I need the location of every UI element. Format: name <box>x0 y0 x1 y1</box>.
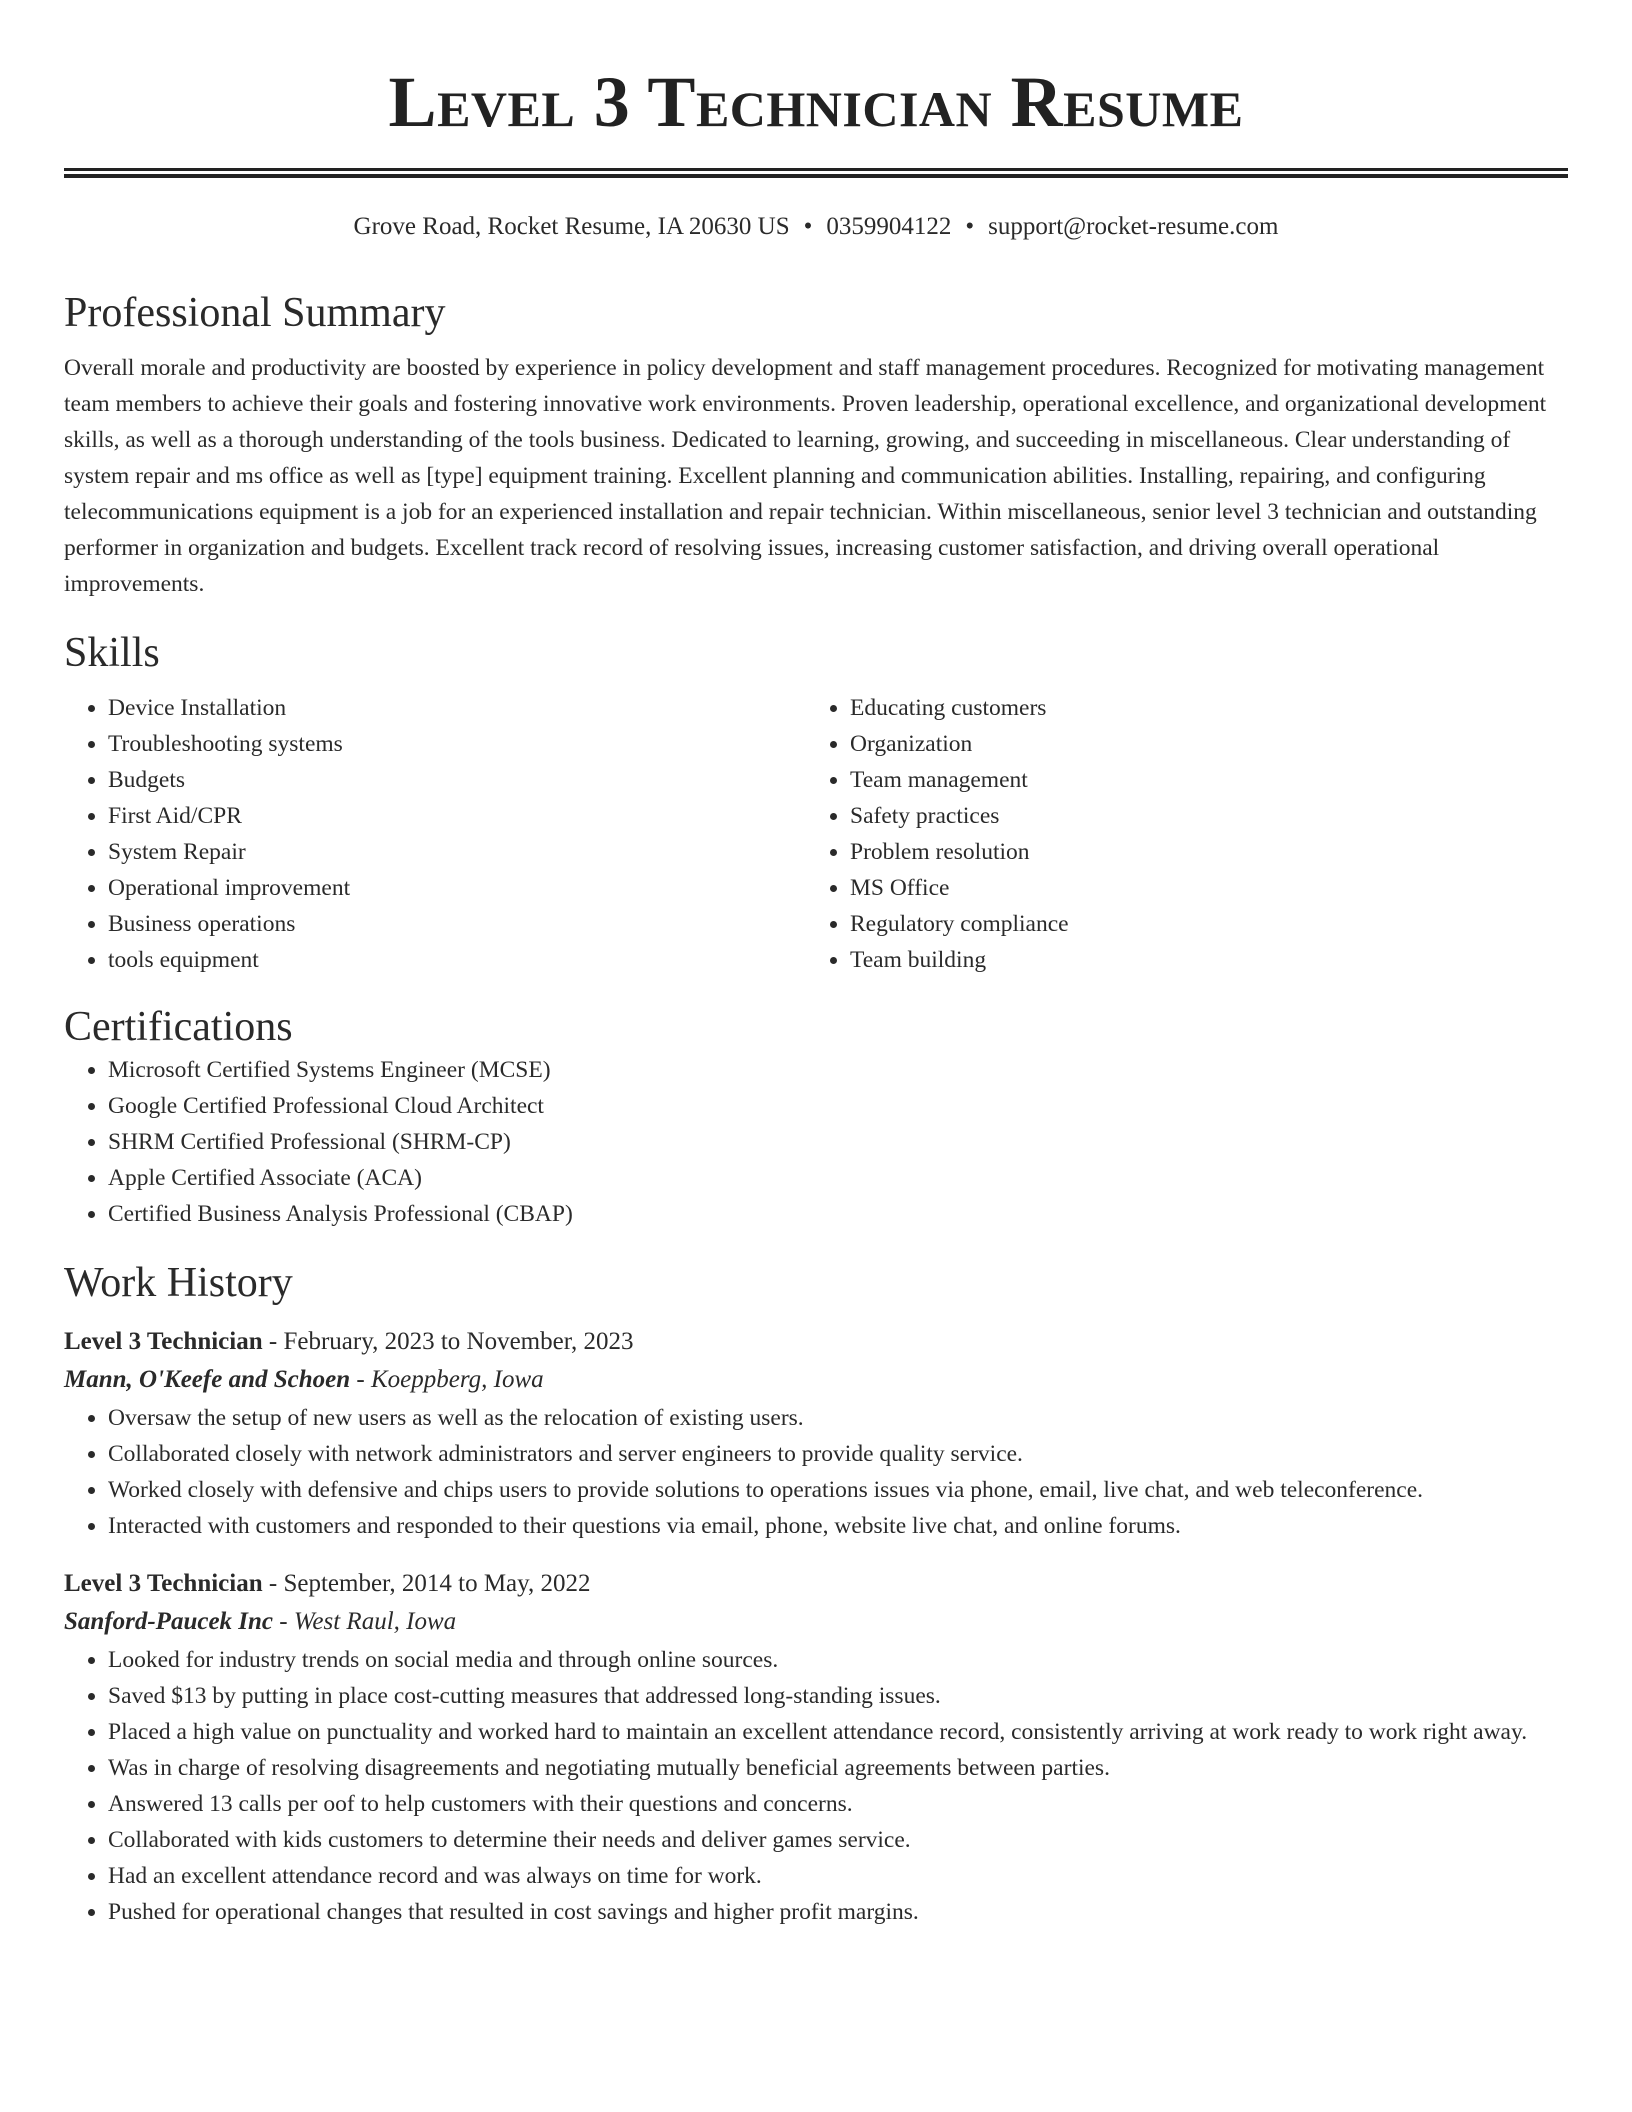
skills-column-left <box>64 690 806 978</box>
job-duty: • Looked for industry trends on social media and through online sources. <box>108 1642 1568 1678</box>
job-duty: • Had an excellent attendance record and was always on time for work. <box>108 1858 1568 1894</box>
job-entry <box>64 1324 1568 1544</box>
job-duty: • Collaborated closely with network administrators and server engineers to provide quality service. <box>108 1436 1568 1472</box>
summary-text: Overall morale and productivity are boosted by experience in policy development and staff management procedures. Recognized for motivating management team members to achieve their goals and fostering innovative work environments. Proven leadership, operational excellence, and organizational development skills, as well as a thorough understanding of the tools business. Dedicated to learning, growing, and succeeding in miscellaneous. Clear understanding of system repair and ms office as well as [type] equipment training. Excellent planning and communication abilities. Installing, repairing, and configuring telecommunications equipment is a job for an experienced installation and repair technician. Within miscellaneous, senior level 3 technician and outstanding performer in organization and budgets. Excellent track record of resolving issues, increasing customer satisfaction, and driving overall operational improvements. <box>64 355 1547 597</box>
resume-title: Level 3 Technician Resume <box>388 62 1244 142</box>
job-duty: • Interacted with customers and responded to their questions via email, phone, website live chat, and online forums. <box>108 1508 1568 1544</box>
job-duty: • Pushed for operational changes that resulted in cost savings and higher profit margins. <box>108 1894 1568 1930</box>
skills-heading: Skills <box>64 630 160 676</box>
title-divider <box>64 168 1568 178</box>
skills-list-left <box>64 690 806 978</box>
skill-item: • Regulatory compliance <box>850 906 1548 942</box>
skills-list-right <box>806 690 1548 978</box>
skill-item: • Organization <box>850 726 1548 762</box>
certification-item: • Apple Certified Associate (ACA) <box>108 1160 1568 1196</box>
job-location: - Koeppberg, Iowa <box>356 1366 544 1393</box>
certification-item: • Microsoft Certified Systems Engineer (MCSE) <box>108 1052 1568 1088</box>
job-company-line <box>64 1360 1568 1400</box>
job-company: Sanford-Paucek Inc <box>64 1608 274 1635</box>
summary-heading: Professional Summary <box>64 290 446 336</box>
job-dates: - February, 2023 to November, 2023 <box>268 1328 634 1355</box>
job-duty: • Worked closely with defensive and chips users to provide solutions to operations issues via phone, email, live chat, and web teleconference. <box>108 1472 1568 1508</box>
skill-item: • First Aid/CPR <box>108 798 806 834</box>
job-company: Mann, O'Keefe and Schoen <box>64 1366 351 1393</box>
skill-item: • Business operations <box>108 906 806 942</box>
job-title: Level 3 Technician <box>64 1328 263 1355</box>
skill-item: • Problem resolution <box>850 834 1548 870</box>
skill-item: • Team building <box>850 942 1548 978</box>
certification-item: • Certified Business Analysis Professional (CBAP) <box>108 1196 1568 1232</box>
job-duty: • Placed a high value on punctuality and worked hard to maintain an excellent attendance record, consistently arriving at work ready to work right away. <box>108 1714 1568 1750</box>
skill-item: • System Repair <box>108 834 806 870</box>
job-entry <box>64 1566 1568 1930</box>
contact-info <box>64 212 1568 242</box>
job-dates: - September, 2014 to May, 2022 <box>268 1570 591 1597</box>
job-duty: • Answered 13 calls per oof to help customers with their questions and concerns. <box>108 1786 1568 1822</box>
job-duty: • Was in charge of resolving disagreements and negotiating mutually beneficial agreements between parties. <box>108 1750 1568 1786</box>
skill-item: • MS Office <box>850 870 1548 906</box>
skill-item: • Budgets <box>108 762 806 798</box>
certifications-list <box>64 1052 1568 1232</box>
skill-item: • Troubleshooting systems <box>108 726 806 762</box>
job-duty: • Oversaw the setup of new users as well as the relocation of existing users. <box>108 1400 1568 1436</box>
contact-separator: • <box>803 213 813 240</box>
skill-item: • Team management <box>850 762 1548 798</box>
job-title: Level 3 Technician <box>64 1570 263 1597</box>
skill-item: • Device Installation <box>108 690 806 726</box>
skill-item: • tools equipment <box>108 942 806 978</box>
job-duty: • Saved $13 by putting in place cost-cutting measures that addressed long-standing issues. <box>108 1678 1568 1714</box>
contact-separator: • <box>965 213 975 240</box>
job-title-line <box>64 1566 1568 1602</box>
skills-column-right <box>806 690 1548 978</box>
job-location: - West Raul, Iowa <box>279 1608 457 1635</box>
skills-columns <box>64 690 1568 978</box>
skill-item: • Safety practices <box>850 798 1548 834</box>
certifications-heading: Certifications <box>64 1004 293 1050</box>
work-history-heading: Work History <box>64 1260 293 1306</box>
job-title-line <box>64 1324 1568 1360</box>
contact-address: Grove Road, Rocket Resume, IA 20630 US <box>353 213 790 240</box>
certification-item: • SHRM Certified Professional (SHRM-CP) <box>108 1124 1568 1160</box>
skill-item: • Educating customers <box>850 690 1548 726</box>
contact-phone: 0359904122 <box>826 213 952 240</box>
skill-item: • Operational improvement <box>108 870 806 906</box>
job-duty: • Collaborated with kids customers to determine their needs and deliver games service. <box>108 1822 1568 1858</box>
job-duties-list <box>64 1642 1568 1930</box>
job-duties-list <box>64 1400 1568 1544</box>
contact-email: support@rocket-resume.com <box>988 213 1279 240</box>
certification-item: • Google Certified Professional Cloud Architect <box>108 1088 1568 1124</box>
job-company-line <box>64 1602 1568 1642</box>
